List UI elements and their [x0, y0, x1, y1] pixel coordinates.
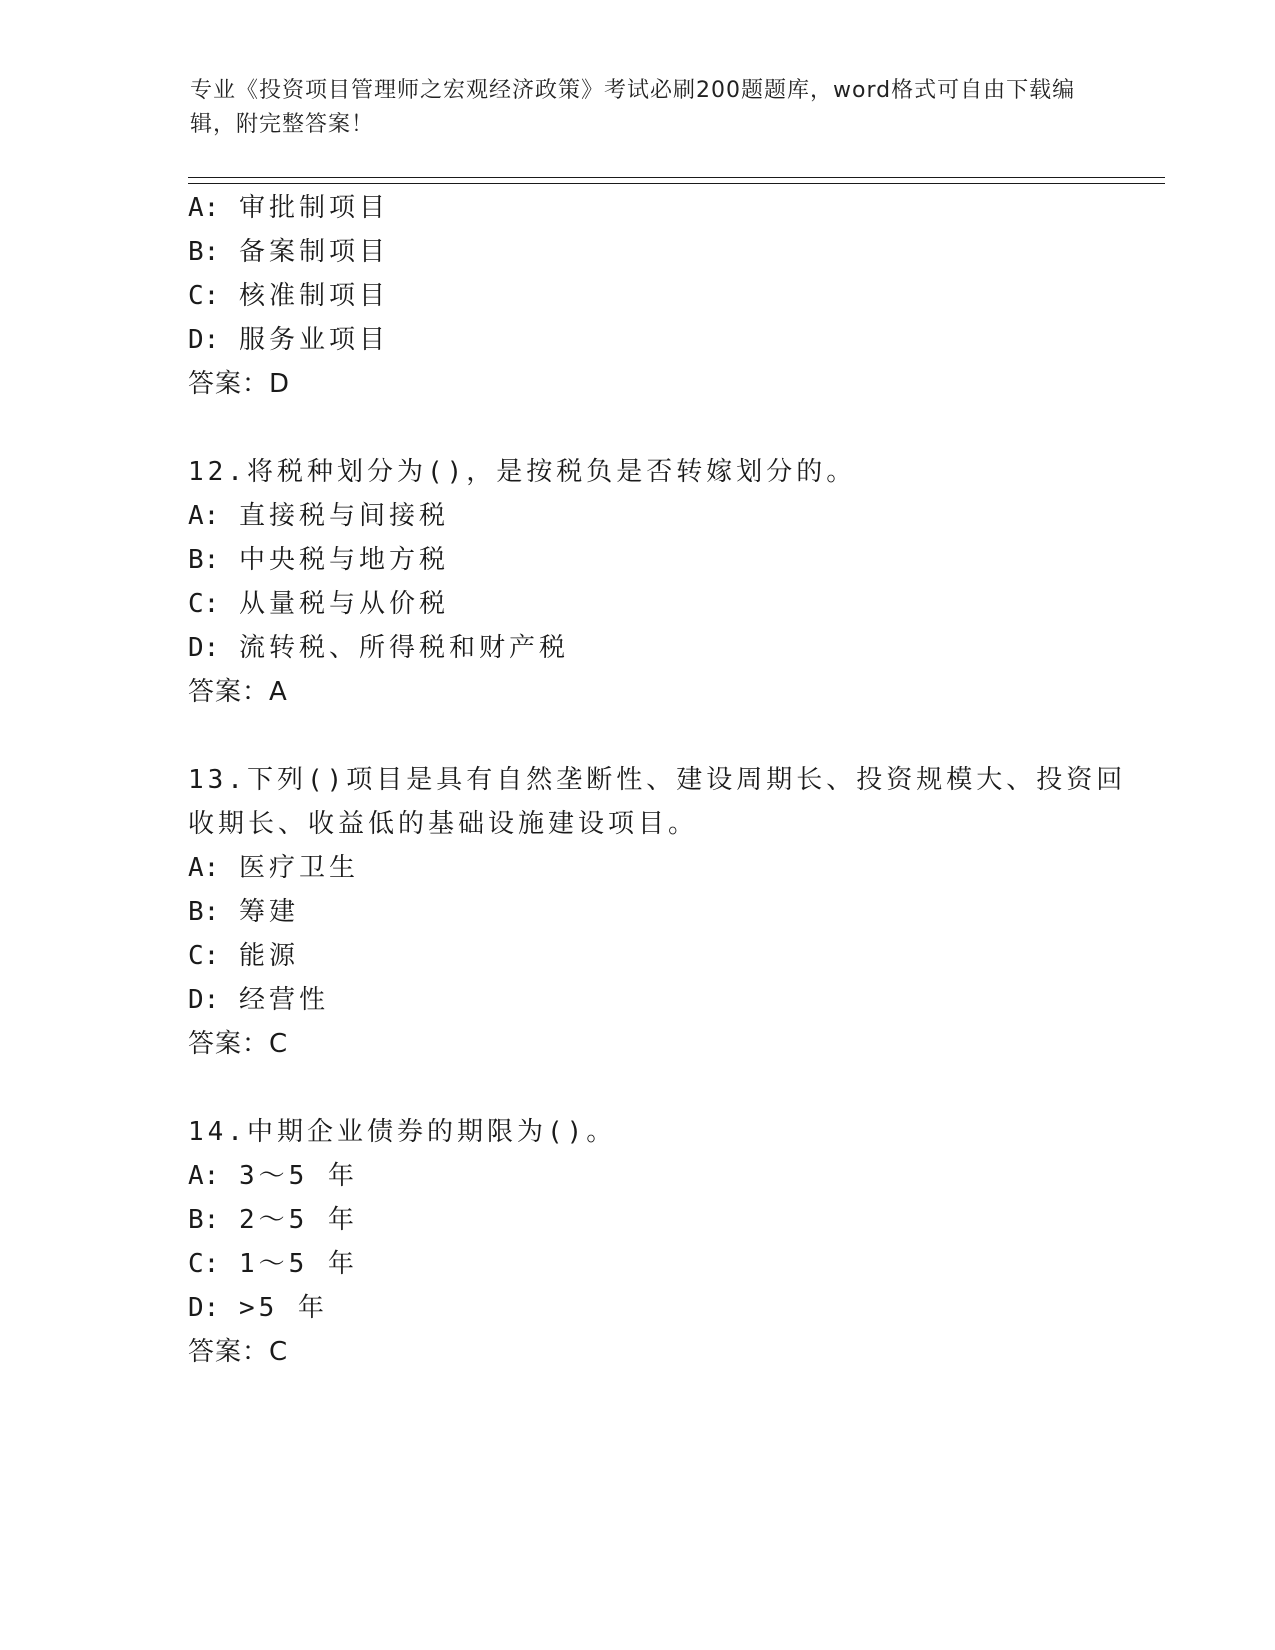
option-a [188, 499, 449, 533]
option-letter: A: [188, 501, 220, 531]
option-c [188, 279, 389, 313]
option-d [188, 983, 329, 1017]
option-letter: D: [188, 633, 220, 663]
answer: 答案：C [188, 1337, 289, 1367]
option-letter: C: [188, 1249, 220, 1279]
option-b [188, 235, 389, 269]
option-a [188, 191, 389, 225]
option-text: >5 年 [238, 1293, 328, 1323]
option-d [188, 323, 389, 357]
option-letter: B: [188, 545, 220, 575]
option-letter: D: [188, 325, 220, 355]
option-text: 能源 [238, 941, 299, 971]
option-letter: B: [188, 237, 220, 267]
document-header: 专业《投资项目管理师之宏观经济政策》考试必刷200题题库，word格式可自由下载编辑，附完整答案！ [190, 78, 1076, 137]
option-text: 核准制项目 [238, 281, 389, 311]
option-letter: A: [188, 853, 220, 883]
option-letter: D: [188, 1293, 220, 1323]
option-text: 1～5 年 [238, 1249, 358, 1279]
question-text: 12.将税种划分为()，是按税负是否转嫁划分的。 [188, 457, 857, 487]
answer: 答案：A [188, 677, 288, 707]
option-d [188, 631, 569, 665]
answer: 答案：C [188, 1029, 289, 1059]
option-letter: C: [188, 281, 220, 311]
option-text: 2～5 年 [238, 1205, 358, 1235]
option-a [188, 851, 359, 885]
option-letter: B: [188, 1205, 220, 1235]
option-letter: D: [188, 985, 220, 1015]
option-text: 审批制项目 [238, 193, 389, 223]
question-text-line-2: 收期长、收益低的基础设施建设项目。 [188, 809, 699, 839]
option-letter: A: [188, 193, 220, 223]
option-c [188, 587, 449, 621]
header-rule-top [188, 177, 1165, 178]
option-text: 流转税、所得税和财产税 [238, 633, 569, 663]
option-d [188, 1291, 328, 1325]
header-rule-bottom [188, 183, 1165, 184]
option-b [188, 543, 449, 577]
option-text: 中央税与地方税 [238, 545, 449, 575]
option-text: 3～5 年 [238, 1161, 358, 1191]
option-text: 服务业项目 [238, 325, 389, 355]
option-text: 备案制项目 [238, 237, 389, 267]
option-text: 医疗卫生 [238, 853, 359, 883]
question-text: 14.中期企业债券的期限为()。 [188, 1117, 617, 1147]
question-text-line-1: 13.下列()项目是具有自然垄断性、建设周期长、投资规模大、投资回 [188, 765, 1127, 795]
option-letter: C: [188, 589, 220, 619]
option-a [188, 1159, 358, 1193]
option-letter: C: [188, 941, 220, 971]
option-b [188, 1203, 358, 1237]
option-text: 筹建 [238, 897, 299, 927]
option-letter: A: [188, 1161, 220, 1191]
option-c [188, 1247, 358, 1281]
option-letter: B: [188, 897, 220, 927]
option-text: 直接税与间接税 [238, 501, 449, 531]
option-text: 经营性 [238, 985, 329, 1015]
option-c [188, 939, 299, 973]
answer: 答案：D [188, 369, 291, 399]
option-b [188, 895, 299, 929]
option-text: 从量税与从价税 [238, 589, 449, 619]
